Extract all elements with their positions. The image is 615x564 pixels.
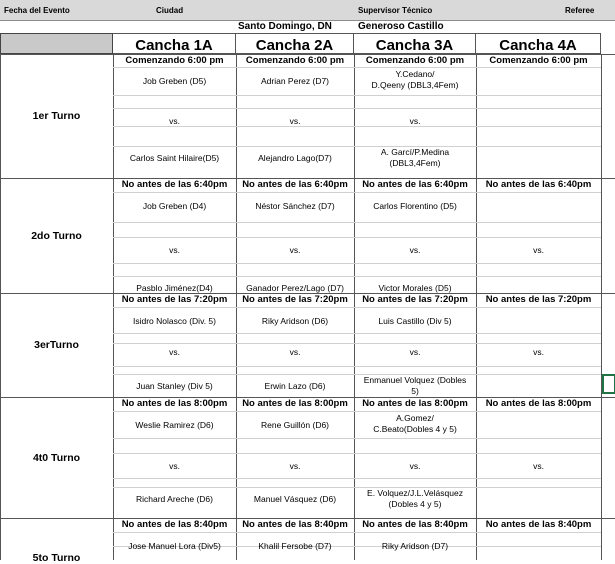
turno-label: 3erTurno — [34, 339, 79, 351]
time-cell[interactable]: No antes de las 8:00pm — [362, 398, 468, 409]
player-cell[interactable]: Juan Stanley (Div 5) — [136, 381, 213, 391]
row-line — [113, 438, 601, 439]
player-cell[interactable]: Manuel Vásquez (D6) — [253, 494, 337, 504]
row-line — [113, 366, 601, 367]
row-line — [113, 192, 601, 193]
fecha-header: Fecha del Evento — [4, 6, 70, 15]
time-cell[interactable]: No antes de las 7:20pm — [121, 294, 228, 305]
court-header-row — [0, 33, 615, 54]
row-line — [113, 343, 601, 344]
player-cell[interactable]: Richard Areche (D6) — [135, 494, 213, 504]
column-line — [601, 54, 602, 560]
player-cell[interactable]: Victor Morales (D5) — [378, 283, 452, 293]
row-line — [113, 532, 601, 533]
player-cell[interactable]: Erwin Lazo (D6) — [264, 381, 326, 391]
court-header-1[interactable]: Cancha 1A — [113, 33, 236, 54]
corner-cell — [0, 33, 113, 54]
time-cell[interactable]: No antes de las 6:40pm — [362, 179, 468, 190]
row-line — [113, 263, 601, 264]
time-cell[interactable]: No antes de las 8:40pm — [362, 519, 468, 530]
ciudad-header: Ciudad — [156, 6, 184, 15]
row-line — [113, 67, 601, 68]
player-cell[interactable]: Carlos Florentino (D5) — [373, 201, 457, 211]
player-cell[interactable]: E. Volquez/J.L.Velásquez (Dobles 4 y 5) — [367, 488, 463, 509]
player-cell[interactable]: Enmanuel Volquez (Dobles 5) — [363, 375, 467, 396]
supervisor-header: Supervisor Técnico — [358, 6, 433, 15]
player-cell[interactable]: Néstor Sánchez (D7) — [255, 201, 335, 211]
info-row — [0, 20, 615, 33]
time-cell[interactable]: No antes de las 7:20pm — [485, 294, 592, 305]
time-cell[interactable]: No antes de las 7:20pm — [362, 294, 468, 305]
vs-cell: vs. — [289, 245, 301, 255]
player-cell[interactable]: Carlos Saint Hilaire(D5) — [129, 153, 220, 163]
player-cell[interactable]: Ganador Perez/Lago (D7) — [246, 283, 344, 293]
player-cell[interactable]: A.Gomez/ C.Beato(Dobles 4 y 5) — [373, 413, 457, 434]
ciudad-value[interactable]: Santo Domingo, DN — [238, 21, 332, 32]
row-line — [113, 108, 601, 109]
court-header-2[interactable]: Cancha 2A — [236, 33, 354, 54]
row-line — [113, 333, 601, 334]
time-cell[interactable]: No antes de las 8:00pm — [242, 398, 348, 409]
player-cell[interactable]: Alejandro Lago(D7) — [258, 153, 332, 163]
player-cell[interactable]: Adrian Perez (D7) — [260, 76, 330, 86]
time-cell[interactable]: No antes de las 8:40pm — [485, 519, 592, 530]
player-cell[interactable]: Y.Cedano/ D.Qeeny (DBL3,4Fem) — [371, 69, 459, 90]
vs-cell: vs. — [409, 461, 421, 471]
vs-cell: vs. — [169, 347, 180, 357]
row-line — [113, 453, 601, 454]
vs-cell: vs. — [169, 116, 180, 126]
time-cell[interactable]: No antes de las 8:00pm — [121, 398, 228, 409]
time-cell[interactable]: No antes de las 6:40pm — [242, 179, 348, 190]
player-cell[interactable]: Rene Guillón (D6) — [260, 420, 330, 430]
turno-label: 1er Turno — [32, 110, 81, 122]
column-header-row — [0, 0, 615, 21]
player-cell[interactable]: Riky Aridson (D7) — [381, 541, 449, 551]
player-cell[interactable]: Pasblo Jiménez(D4) — [136, 283, 213, 293]
player-cell[interactable]: Weslie Ramirez (D6) — [135, 420, 214, 430]
player-cell[interactable]: Khalil Fersobe (D7) — [258, 541, 332, 551]
row-line — [113, 411, 601, 412]
turno-label: 4t0 Turno — [32, 451, 81, 464]
turno-label: 2do Turno — [31, 229, 82, 242]
vs-cell: vs. — [409, 116, 421, 126]
vs-cell: vs. — [533, 245, 544, 255]
player-cell[interactable]: Riky Aridson (D6) — [261, 316, 329, 326]
column-line — [0, 54, 1, 560]
row-line — [113, 478, 601, 479]
player-cell[interactable]: Luis Castillo (Div 5) — [378, 316, 452, 326]
row-line — [113, 222, 601, 223]
vs-cell: vs. — [289, 116, 301, 126]
player-cell[interactable]: Job Greben (D5) — [142, 76, 207, 86]
referee-header: Referee — [565, 6, 595, 15]
court-header-3[interactable]: Cancha 3A — [354, 33, 476, 54]
time-cell[interactable]: No antes de las 7:20pm — [242, 294, 348, 305]
vs-cell: vs. — [289, 347, 301, 357]
time-cell[interactable]: Comenzando 6:00 pm — [245, 55, 345, 66]
row-line — [113, 95, 601, 96]
vs-cell: vs. — [533, 347, 544, 357]
time-cell[interactable]: Comenzando 6:00 pm — [489, 55, 588, 66]
time-cell[interactable]: No antes de las 8:40pm — [242, 519, 348, 530]
time-cell[interactable]: Comenzando 6:00 pm — [125, 55, 224, 66]
time-cell[interactable]: Comenzando 6:00 pm — [365, 55, 465, 66]
time-cell[interactable]: No antes de las 6:40pm — [121, 179, 228, 190]
vs-cell: vs. — [169, 245, 180, 255]
supervisor-value[interactable]: Generoso Castillo — [358, 21, 444, 32]
vs-cell: vs. — [289, 461, 301, 471]
player-cell[interactable]: A. Garcí/P.Medina (DBL3,4Fem) — [380, 147, 450, 168]
vs-cell: vs. — [409, 347, 421, 357]
row-line — [113, 276, 601, 277]
vs-cell: vs. — [169, 461, 180, 471]
turno-label: 5to Turno — [32, 552, 81, 564]
vs-cell: vs. — [409, 245, 421, 255]
time-cell[interactable]: No antes de las 6:40pm — [485, 179, 592, 190]
row-line — [113, 307, 601, 308]
time-cell[interactable]: No antes de las 8:40pm — [121, 519, 228, 530]
player-cell[interactable]: Jose Manuel Lora (Div5) — [128, 541, 221, 551]
row-line — [113, 237, 601, 238]
selected-cell[interactable] — [602, 374, 615, 394]
court-header-4[interactable]: Cancha 4A — [476, 33, 601, 54]
time-cell[interactable]: No antes de las 8:00pm — [485, 398, 592, 409]
vs-cell: vs. — [533, 461, 544, 471]
player-cell[interactable]: Isidro Nolasco (Div. 5) — [133, 316, 216, 326]
player-cell[interactable]: Job Greben (D4) — [142, 201, 207, 211]
